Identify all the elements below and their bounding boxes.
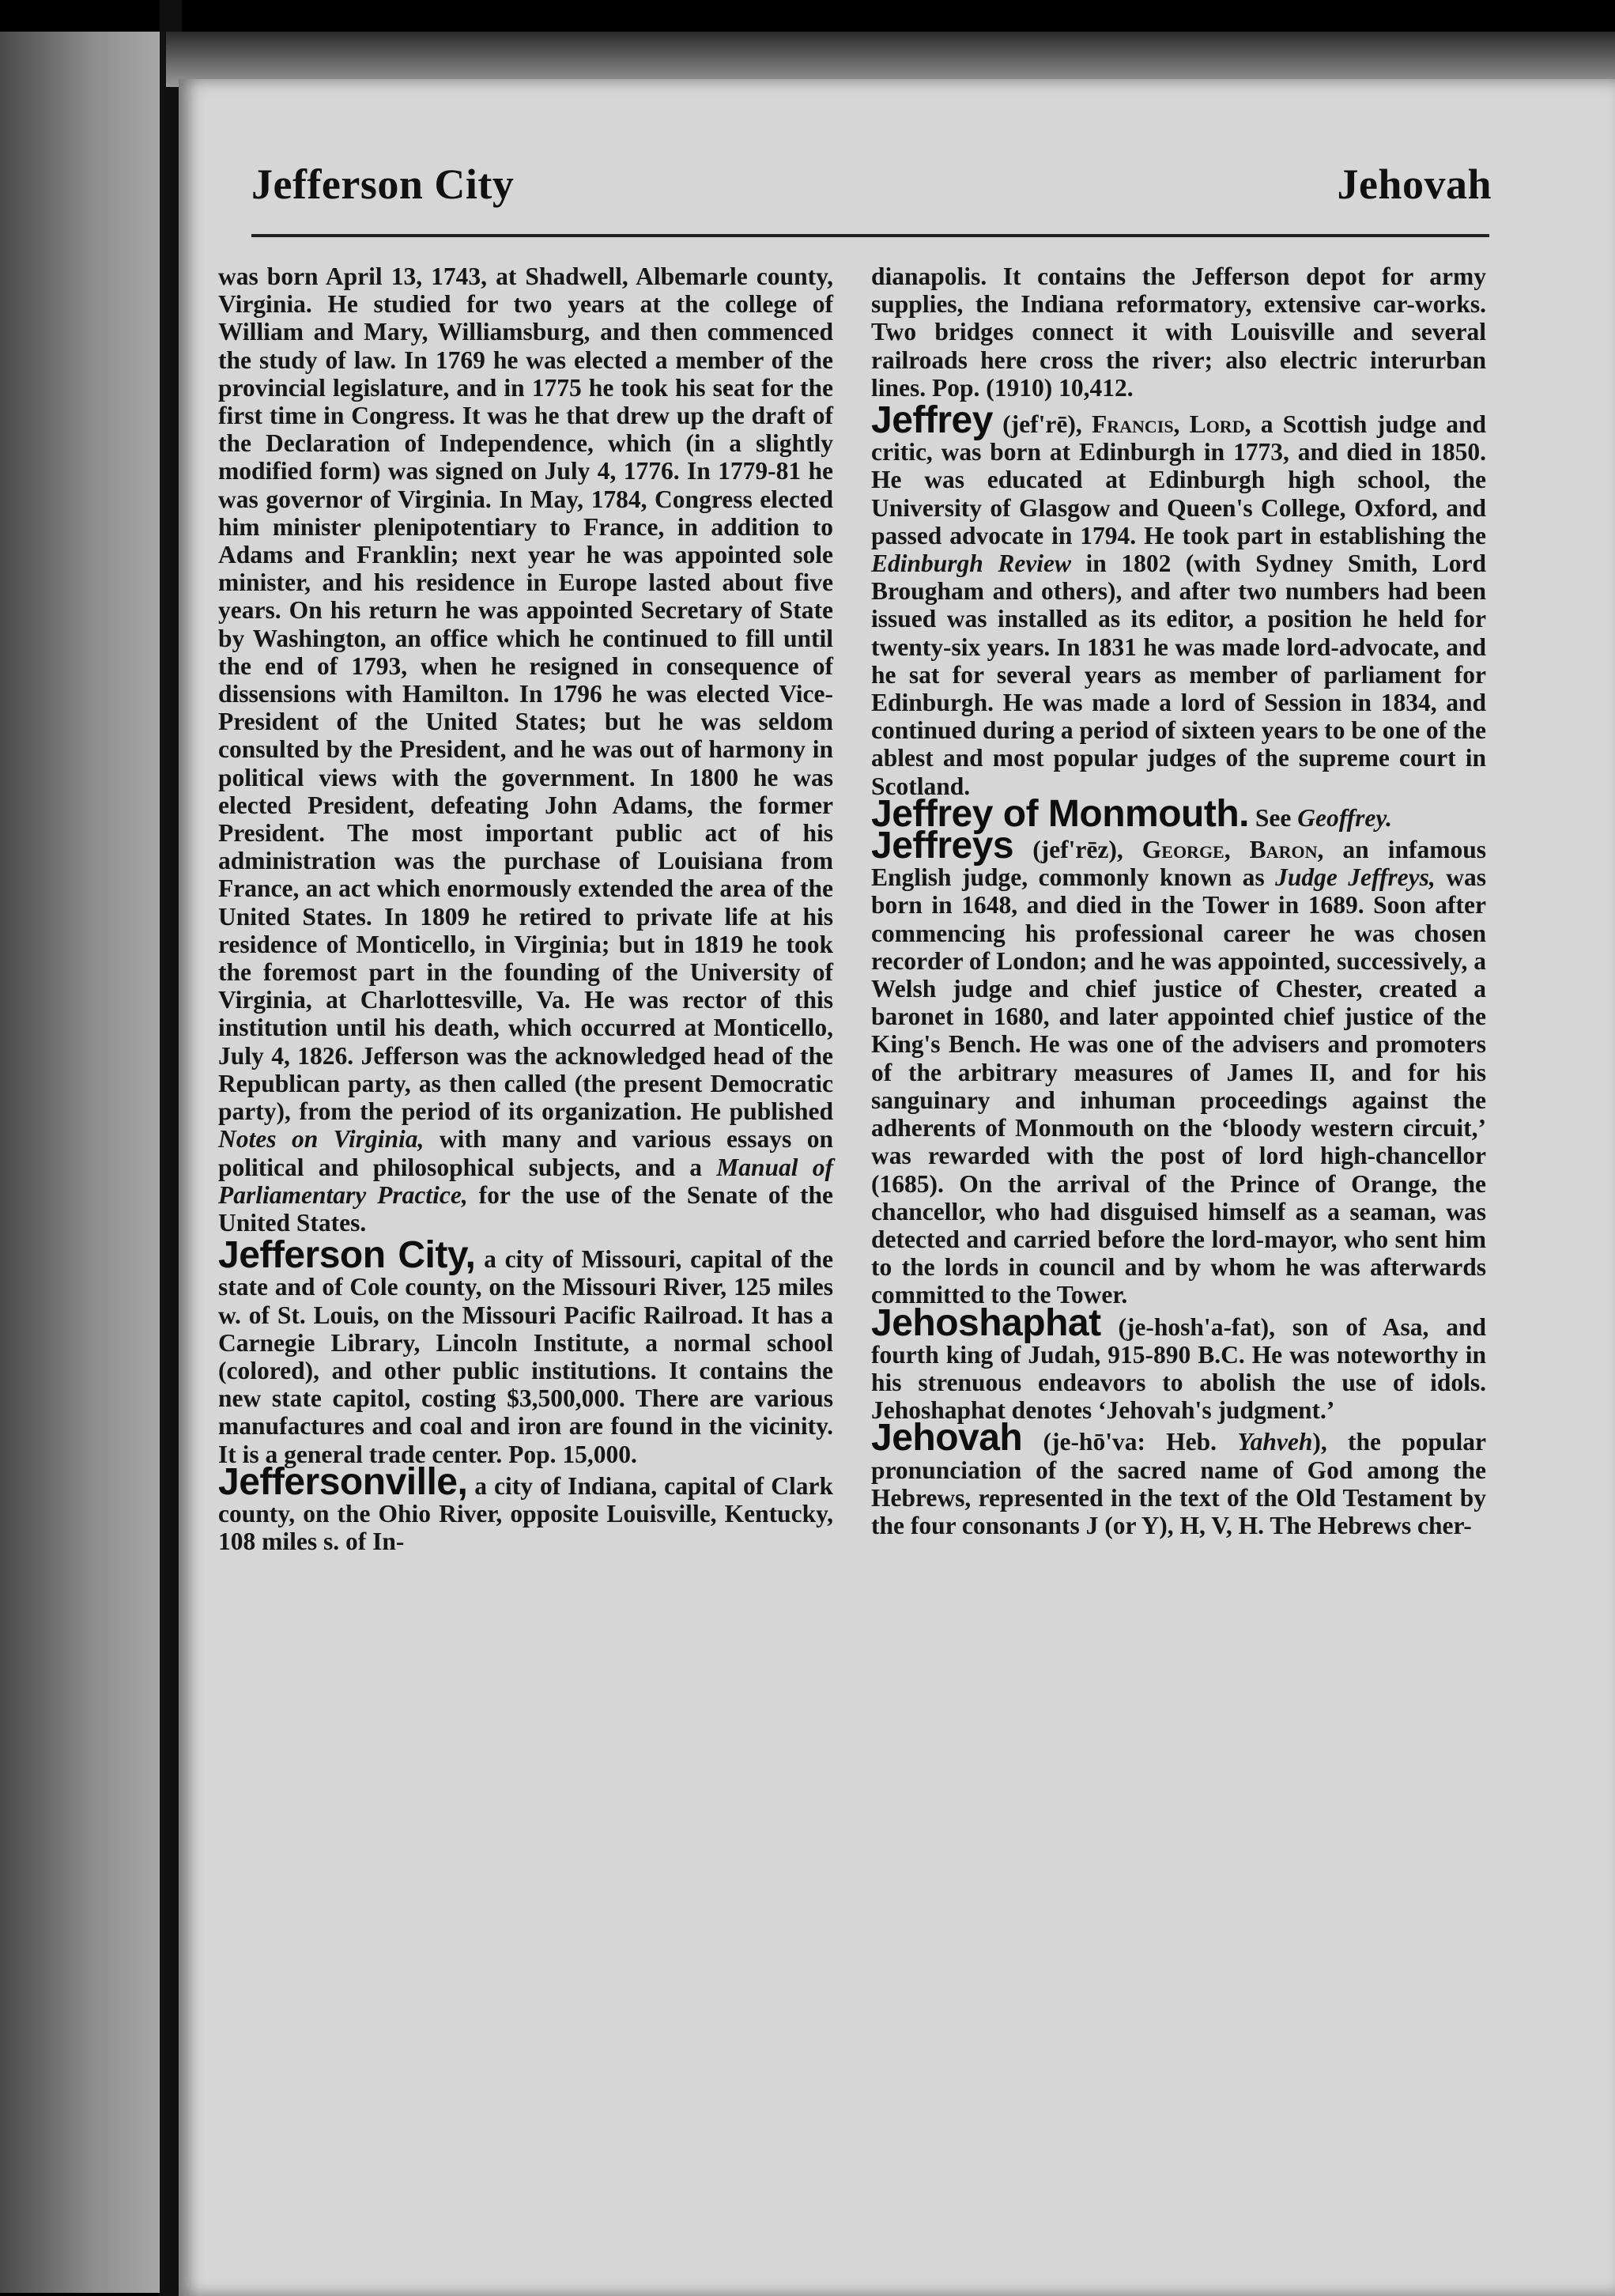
- entry-jeffrey: Jeffrey (jef'rē), Francis, Lord, a Scottish judge and critic, was born at Edinburgh in 1773, and died in 1850. He was educated at Edinburgh high school, the University of Glasgow and Queen's College, Oxford, and passed advocate in 1794. He took part in establishing the Edinburgh Review in 1802 (with Sydney Smith, Lord Brougham and others), and after two numbers had been issued was installed as its editor, a position he held for twenty-six years. In 1831 he was made lord-advocate, and he sat for several years as member of parliament for Edinburgh. He was made a lord of Session in 1834, and continued during a period of sixteen years to be one of the ablest and most popular judges of the supreme court in Scotland.: [871, 399, 1486, 800]
- entry-jeffreys: Jeffreys (jef'rēz), George, Baron, an infamous English judge, commonly known as Judge Jeffreys, was born in 1648, and died in the Tower in 1689. Soon after commencing his professional career he was chosen recorder of London; and he was appointed, successively, a Welsh judge and chief justice of Chester, created a baronet in 1680, and later appointed chief justice of the King's Bench. He was one of the advisers and promoters of the arbitrary measures of James II, and for his sanguinary and inhuman proceedings against the adherents of Monmouth on the ‘bloody western circuit,’ was rewarded with the post of lord high-chancellor (1685). On the arrival of the Prince of Orange, the chancellor, who had disguised himself as a seaman, was detected and carried before the lord-mayor, who sent him to the lords in council and by whom he was afterwards committed to the Tower.: [871, 825, 1487, 1309]
- pronunciation: (jef'rēz),: [1013, 836, 1142, 864]
- entry-jehoshaphat: Jehoshaphat (je-hosh'a-fat), son of Asa, and fourth king of Judah, 915-890 B.C. He was noteworthy in his strenuous endeavors to abolish the use of idols. Jehoshaphat denotes ‘Jehovah's judgment.’: [871, 1301, 1486, 1425]
- entry-jeffersonville: Jeffersonville, a city of Indiana, capital of Clark county, on the Ohio River, opposite Louisville, Kentucky, 108 miles s. of In-: [218, 1460, 833, 1556]
- jeffersonville-continuation: dianapolis. It contains the Jefferson depot for army supplies, the Indiana reformatory, extensive car-works. Two bridges connect it with Louisville and several railroads here cross the river; also electric interurban lines. Pop. (1910) 10,412.: [871, 262, 1486, 402]
- pronunciation: (je-hosh'a-fat),: [1100, 1312, 1292, 1341]
- headword: Jeffrey: [871, 399, 993, 442]
- left-column: [218, 262, 833, 1555]
- pronunciation: (jef'rē),: [992, 410, 1092, 439]
- entry-jefferson-city: Jefferson City, a city of Missouri, capital of the state and of Cole county, on the Missouri River, 125 miles w. of St. Louis, on the Missouri Pacific Railroad. It has a Carnegie Library, Lincoln Institute, a normal school (colored), and other public institutions. It contains the new state capitol, costing $3,500,000. There are various manufactures and coal and iron are found in the vicinity. It is a general trade center. Pop. 15,000.: [218, 1234, 834, 1468]
- running-head-right: Jehovah: [1337, 160, 1492, 208]
- work-title: Notes on Virginia,: [218, 1125, 425, 1154]
- cross-reference: Geoffrey.: [1297, 803, 1393, 832]
- person-name: Francis, Lord,: [1091, 410, 1251, 439]
- jefferson-entry-continuation: was born April 13, 1743, at Shadwell, Albemarle county, Virginia. He studied for two years at the college of William and Mary, Williamsburg, and then commenced the study of law. In 1769 he was elected a member of the provincial legislature, and in 1775 he took his seat for the first time in Congress. It was he that drew up the draft of the Declaration of Independence, which (in a slightly modified form) was signed on July 4, 1776. In 1779-81 he was governor of Virginia. In May, 1784, Congress elected him minister plenipotentiary to France, in addition to Adams and Franklin; next year he was appointed sole minister, and his residence in Europe lasted about five years. On his return he was appointed Secretary of State by Washington, an office which he continued to fill until the end of 1793, when he resigned in consequence of dissensions with Hamilton. In 1796 he was elected Vice-President of the United States; but he was seldom consulted by the President, and he was out of harmony in political views with the government. In 1800 he was elected President, defeating John Adams, the former President. The most important public act of his administration was the purchase of Louisiana from France, an act which enormously extended the area of the United States. In 1809 he retired to private life at his residence of Monticello, in Virginia; but in 1819 he took the foremost part in the founding of the University of Virginia, at Charlottesville, Va. He was rector of this institution until his death, which occurred at Monticello, July 4, 1826. Jefferson was the acknowledged head of the Republican party, as then called (the present Democratic party), from the period of its organization. He published Notes on Virginia, with many and various essays on political and philosophical subjects, and a Manual of Parliamentary Practice, for the use of the Senate of the United States.: [218, 262, 833, 1237]
- right-column: [871, 262, 1486, 1539]
- alias: Judge Jeffreys,: [1275, 863, 1436, 892]
- headword: Jeffreys: [871, 825, 1014, 867]
- hebrew-term: Yahveh: [1237, 1428, 1313, 1456]
- person-name: George, Baron,: [1141, 836, 1324, 864]
- pronunciation: (je-hō'va: Heb. Yahveh),: [1022, 1428, 1348, 1456]
- headword: Jehovah: [871, 1417, 1023, 1460]
- entry-jehovah: Jehovah (je-hō'va: Heb. Yahveh), the popular pronunciation of the sacred name of God among the Hebrews, represented in the text of the Old Testament by the four consonants J (or Y), H, V, H. The Hebrews cher-: [871, 1417, 1486, 1539]
- facing-page-edge: [0, 32, 160, 2293]
- headword: Jefferson City,: [218, 1234, 476, 1277]
- header-rule: [251, 234, 1489, 237]
- running-head-left: Jefferson City: [251, 160, 515, 208]
- entry-jeffrey-of-monmouth: Jeffrey of Monmouth. See Geoffrey.: [871, 792, 1393, 835]
- work-title: Edinburgh Review: [871, 549, 1072, 578]
- headword: Jehoshaphat: [871, 1301, 1101, 1344]
- headword: Jeffersonville,: [218, 1460, 468, 1503]
- work-title: Manual of Parliamentary Practice,: [218, 1153, 833, 1209]
- headword: Jeffrey of Monmouth.: [871, 792, 1249, 835]
